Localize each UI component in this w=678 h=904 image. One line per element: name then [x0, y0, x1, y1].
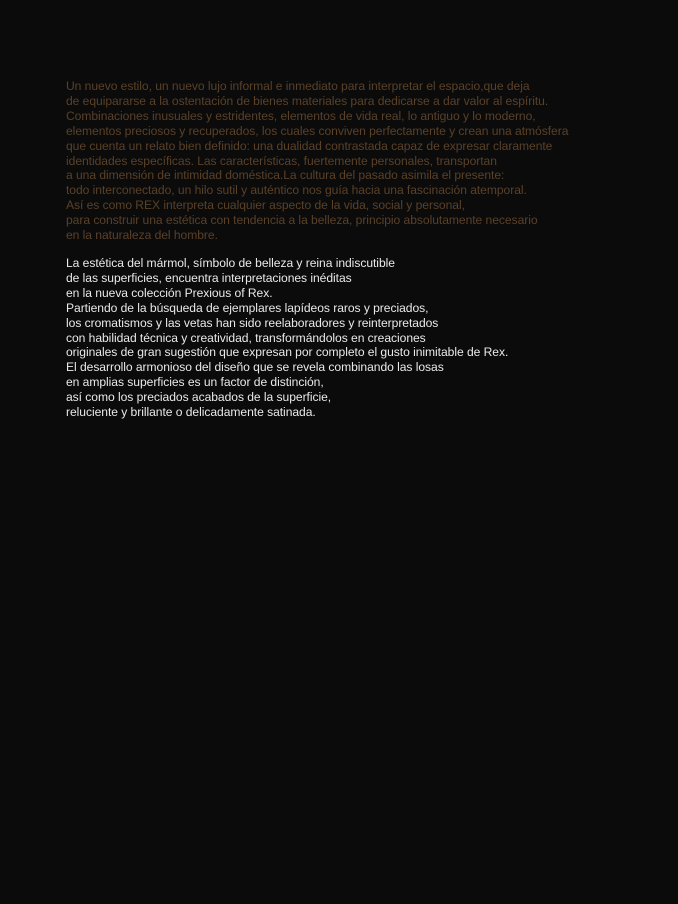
- paragraph-line: todo interconectado, un hilo sutil y auténtico nos guía hacia una fascinación atemporal.: [66, 183, 527, 198]
- paragraph-line: La estética del mármol, símbolo de belleza y reina indiscutible: [66, 256, 395, 270]
- paragraph-line: los cromatismos y las vetas han sido reelaboradores y reinterpretados: [66, 315, 439, 330]
- paragraph-line: en la nueva colección Prexious of Rex.: [66, 285, 273, 300]
- paragraph-line: en amplias superficies es un factor de distinción,: [66, 375, 324, 390]
- paragraph-line: que cuenta un relato bien definido: una dualidad contrastada capaz de expresar claramente: [66, 138, 553, 153]
- paragraph-line: de las superficies, encuentra interpretaciones inéditas: [66, 270, 352, 285]
- paragraph-line: de equipararse a la ostentación de bienes materiales para dedicarse a dar valor al espíritu.: [66, 93, 549, 108]
- paragraph-line: Así es como REX interpreta cualquier aspecto de la vida, social y personal,: [66, 198, 465, 213]
- paragraph-line: El desarrollo armonioso del diseño que se revela combinando las losas: [66, 360, 444, 375]
- paragraph-line: Combinaciones inusuales y estridentes, elementos de vida real, lo antiguo y lo moderno,: [66, 108, 536, 123]
- paragraph-line: elementos preciosos y recuperados, los cuales conviven perfectamente y crean una atmósfera: [66, 123, 569, 138]
- paragraph-line: así como los preciados acabados de la superficie,: [66, 390, 332, 405]
- paragraph-line: Partiendo de la búsqueda de ejemplares lapídeos raros y preciados,: [66, 300, 429, 315]
- paragraph-line: para construir una estética con tendencia a la belleza, principio absolutamente necesario: [66, 213, 538, 228]
- paragraph-line: en la naturaleza del hombre.: [66, 228, 218, 243]
- paragraph-line: identidades específicas. Las características, fuertemente personales, transportan: [66, 153, 497, 168]
- paragraph-line: con habilidad técnica y creatividad, transformándolos en creaciones: [66, 330, 426, 345]
- marble-paragraph: [66, 256, 508, 420]
- paragraph-line: originales de gran sugestión que expresan por completo el gusto inimitable de Rex.: [66, 345, 509, 360]
- intro-paragraph: [66, 79, 568, 243]
- paragraph-line: reluciente y brillante o delicadamente satinada.: [66, 405, 316, 420]
- paragraph-line: a una dimensión de intimidad doméstica.La cultura del pasado asimila el presente:: [66, 168, 505, 183]
- paragraph-line: Un nuevo estilo, un nuevo lujo informal e inmediato para interpretar el espacio,que deja: [66, 79, 530, 93]
